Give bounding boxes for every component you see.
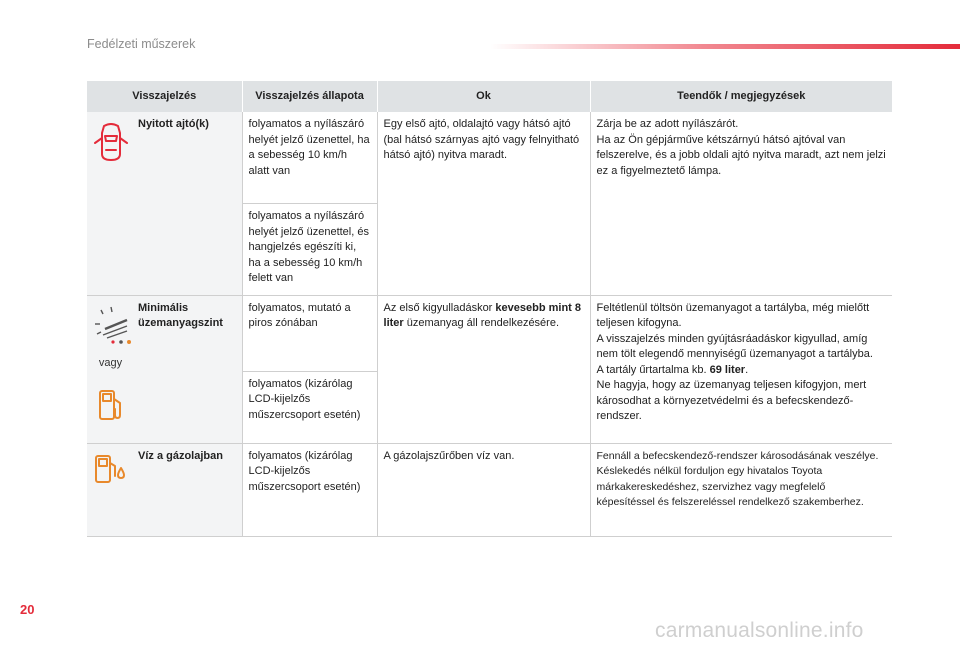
- water-in-diesel-icon: [93, 452, 129, 486]
- or-label: vagy: [98, 356, 123, 369]
- fuel-gauge-icon: [91, 304, 133, 350]
- cause-text-bold: kevesebb mint 8 liter: [383, 301, 581, 329]
- indicator-name: Víz a gázolajban: [134, 443, 242, 536]
- table-header-row: [87, 81, 892, 112]
- action-line: Ne hagyja, hogy az üzemanyag teljesen kifogyjon, mert károsodhat a környezetvédelmi és a befecskendező-rendszer.: [596, 379, 867, 422]
- watermark: carmanualsonline.info: [655, 619, 864, 642]
- indicator-icon-cell: [87, 112, 134, 295]
- state-text: folyamatos (kizárólag LCD-kijelzős műszercsoport esetén): [242, 443, 377, 536]
- page-header-title: Fedélzeti műszerek: [87, 37, 196, 51]
- action-text: Zárja be az adott nyílászárót. Ha az Ön gépjárműve kétszárnyú hátsó ajtóval van felszerelve, és a jobb oldali ajtó nyitva maradt, azt nem jelzi ez a figyelmeztető lámpa.: [590, 112, 892, 295]
- header-accent-bar: [490, 44, 960, 49]
- action-text: [590, 295, 892, 443]
- action-text-pre: A tartály űrtartalma kb.: [596, 363, 710, 376]
- table-row: [87, 443, 892, 536]
- state-text: folyamatos a nyílászáró helyét jelző üzenettel, és hangjelzés egészíti ki, ha a sebesség 10 km/h felett van: [242, 204, 377, 296]
- action-line: Késlekedés nélkül forduljon egy hivatalos Toyota márkakereskedéshez, szervizhez vagy megfelelő képesítéssel és felszereléssel rendelkező szakemberhez.: [596, 465, 864, 508]
- state-text: folyamatos, mutató a piros zónában: [242, 295, 377, 371]
- cause-text-pre: Az első kigyulladáskor: [383, 301, 496, 314]
- table-row: [87, 295, 892, 371]
- cause-text: [377, 295, 590, 443]
- action-line: Fennáll a befecskendező-rendszer károsodásának veszélye.: [596, 449, 879, 462]
- column-header-actions: Teendők / megjegyzések: [590, 81, 892, 112]
- state-text: folyamatos a nyílászáró helyét jelző üzenettel, ha a sebesség 10 km/h alatt van: [242, 112, 377, 204]
- action-line: Feltétlenül töltsön üzemanyagot a tartályba, még mielőtt teljesen kifogyna.: [596, 301, 870, 329]
- column-header-state: Visszajelzés állapota: [242, 81, 377, 112]
- column-header-cause: Ok: [377, 81, 590, 112]
- action-text: [590, 443, 892, 536]
- indicator-icon-cell: [87, 443, 134, 536]
- indicator-icon-cell: [87, 295, 134, 443]
- column-header-indicator: Visszajelzés: [87, 81, 242, 112]
- action-line: [597, 363, 887, 379]
- warning-lights-table: [87, 81, 892, 537]
- action-line: A visszajelzés minden gyújtásráadáskor kigyullad, amíg nem tölt elegendő mennyiségű üzemanyagot a tartályba.: [596, 332, 873, 360]
- action-text-post: .: [745, 363, 749, 376]
- table-row: [87, 112, 892, 204]
- state-text: folyamatos (kizárólag LCD-kijelzős műszercsoport esetén): [242, 371, 377, 443]
- fuel-pump-icon: [96, 387, 126, 423]
- cause-text: A gázolajszűrőben víz van.: [377, 443, 590, 536]
- car-door-open-icon: [91, 120, 131, 166]
- indicator-name: Minimális üzemanyagszint: [134, 295, 242, 443]
- cause-text: Egy első ajtó, oldalajtó vagy hátsó ajtó (bal hátsó szárnyas ajtó vagy felnyitható hátsó ajtó) nyitva maradt.: [377, 112, 590, 295]
- indicator-name: Nyitott ajtó(k): [134, 112, 242, 295]
- page-number: 20: [20, 602, 35, 617]
- cause-text-post: üzemanyag áll rendelkezésére.: [403, 317, 560, 329]
- tank-capacity-value: 69 liter: [709, 363, 746, 376]
